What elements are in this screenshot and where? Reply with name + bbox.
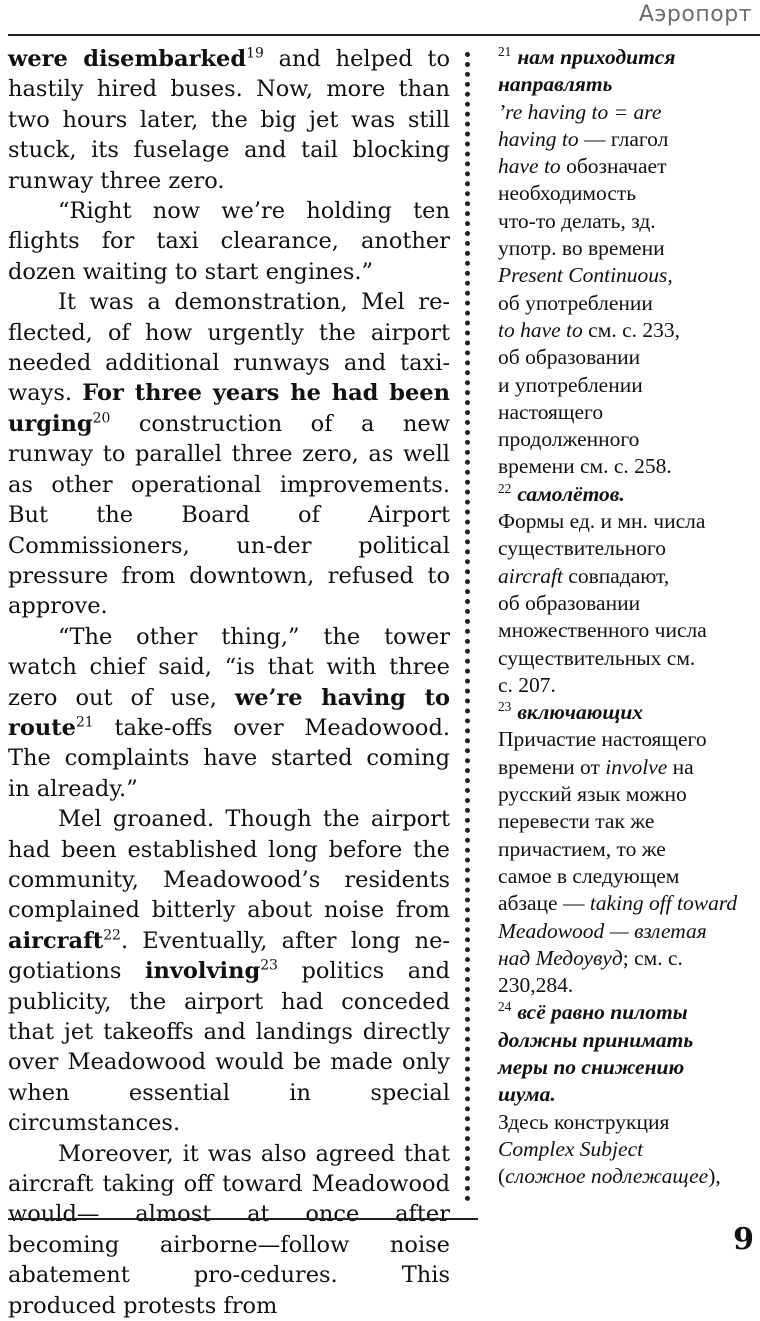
- footnote-line: [498, 262, 756, 289]
- annotated-phrase: aircraft: [8, 927, 104, 954]
- footnote-line: [498, 508, 756, 535]
- footnote-text: (: [498, 1164, 506, 1189]
- text-run: and helped to hastily hired buses. Now, more than two hours later, the big jet was still stuck, its fuselage and tail blocking runway three zero.: [8, 46, 451, 194]
- footnote-line: [498, 453, 756, 480]
- footnote-line: [498, 99, 756, 126]
- footnote-translation: шума.: [498, 1082, 556, 1107]
- footnote-text: обозначает: [560, 154, 667, 179]
- footnote-text: употр. во времени: [498, 236, 665, 261]
- footnote-text: над Медоувуд: [498, 945, 623, 970]
- footnote-text: самое в следующем: [498, 863, 680, 888]
- text-run: Moreover, it was also agreed that aircraft taking off toward Meadowood would— almost at once after becoming airborne—follow noise abatement pro-cedures. This produced protests from: [8, 1140, 450, 1319]
- footnote-line: [498, 972, 756, 999]
- footnote-text: совпадают,: [562, 563, 670, 588]
- footnote-text: Complex Subject: [498, 1136, 644, 1161]
- footnote-line: [498, 71, 756, 98]
- paragraph: [8, 44, 450, 196]
- footnote-text: см. с. 233,: [582, 317, 680, 342]
- footnote-number: 22: [498, 480, 512, 496]
- text-run: Mel groaned. Though the airport had been established long before the community, Meadowood’s residents complained bitterly about noise from: [8, 806, 450, 924]
- footnote-number: 21: [498, 43, 512, 59]
- footnote-translation: самолётов.: [517, 481, 625, 506]
- footnote-text: об употреблении: [498, 290, 653, 315]
- footnote-text: ),: [708, 1164, 721, 1189]
- footnote-line: [498, 863, 756, 890]
- footnote-text: что-то делать, зд.: [498, 208, 656, 233]
- bottom-rule: [8, 1218, 478, 1220]
- footnote-text: абзаце —: [498, 891, 590, 916]
- column-separator-dots: [465, 52, 470, 1202]
- footnote-text: ’re having to = are: [498, 99, 662, 124]
- footnote-line: [498, 754, 756, 781]
- page-number: 9: [733, 1222, 754, 1257]
- footnote-line: [498, 44, 756, 71]
- footnote-number: 24: [498, 999, 512, 1015]
- footnote-line: [498, 617, 756, 644]
- text-run: take-offs over Meadowood. The complaints have started coming in already.”: [8, 714, 450, 802]
- footnote-text: сложное подлежащее: [505, 1164, 709, 1189]
- footnote-line: [498, 672, 756, 699]
- footnote-text: существительного: [498, 536, 667, 561]
- running-header-title: Аэропорт: [638, 2, 752, 27]
- footnote-text: множественного числа: [498, 618, 707, 643]
- paragraph: [8, 622, 450, 804]
- footnote-line: [498, 1081, 756, 1108]
- footnote-text: об образовании: [498, 590, 641, 615]
- footnote-translation: включающих: [517, 700, 644, 725]
- footnote-number: 23: [498, 698, 512, 714]
- paragraph: [8, 804, 450, 1138]
- footnote-text: ; см. с.: [622, 945, 683, 970]
- annotated-phrase: were disembarked: [8, 46, 247, 72]
- footnote-line: [498, 153, 756, 180]
- footnote-text: с. 207.: [498, 672, 556, 697]
- footnote-translation: всё равно пилоты: [517, 1000, 688, 1025]
- footnote-line: [498, 1163, 756, 1190]
- footnote-line: [498, 290, 756, 317]
- footnote-line: [498, 1109, 756, 1136]
- footnote-line: [498, 1054, 756, 1081]
- footnote-marker: 21: [75, 714, 94, 731]
- footnote-line: [498, 426, 756, 453]
- footnote-line: [498, 1027, 756, 1054]
- footnote-marker: 19: [246, 45, 264, 62]
- footnote-line: [498, 945, 756, 972]
- footnote-text: об образовании: [498, 345, 641, 370]
- annotated-phrase: we’re having to route: [8, 684, 450, 741]
- main-text-column: [8, 44, 450, 1321]
- footnote-line: [498, 372, 756, 399]
- footnote-text: существительных см.: [498, 645, 696, 670]
- footnote-text: перевести так же: [498, 809, 655, 834]
- footnote-line: [498, 317, 756, 344]
- footnote-text: Формы ед. и мн. числа: [498, 509, 706, 534]
- footnote-line: [498, 726, 756, 753]
- footnote-marker: 23: [260, 957, 278, 974]
- footnote-line: [498, 126, 756, 153]
- text-run: It was a demonstration, Mel re-flected, of how urgently the airport needed additional runways and taxi-ways.: [8, 289, 450, 407]
- text-run: “The other thing,” the tower watch chief said, “is that with three zero out of use,: [8, 623, 450, 711]
- footnote-text: необходимость: [498, 181, 637, 206]
- footnote-line: [498, 590, 756, 617]
- footnote-line: [498, 208, 756, 235]
- footnote-text: Present Continuous,: [498, 263, 673, 288]
- footnote-text: причастием, то же: [498, 836, 666, 861]
- footnote-line: [498, 535, 756, 562]
- footnote-translation: направлять: [498, 72, 613, 97]
- footnote-text: involve: [605, 754, 668, 779]
- text-run: . Eventually, after long ne-gotiations: [8, 927, 450, 985]
- footnote-line: [498, 918, 756, 945]
- footnote-text: having to: [498, 126, 579, 151]
- footnote-marker: 22: [103, 927, 121, 944]
- footnote-text: на: [667, 754, 694, 779]
- footnote-marker: 20: [92, 410, 111, 427]
- text-run: politics and publicity, the airport had conceded that jet takeoffs and landings directly over Meadowood would be made only when essential in special circumstances.: [8, 958, 450, 1137]
- footnote-translation: меры по снижению: [498, 1054, 685, 1079]
- annotated-phrase: For three years he had been urging: [8, 380, 450, 437]
- footnote-translation: должны принимать: [498, 1027, 694, 1052]
- footnote-text: продолженного: [498, 427, 640, 452]
- header-rule: [8, 34, 760, 36]
- footnote-text: 230,284.: [498, 973, 574, 998]
- paragraph: [8, 1139, 450, 1321]
- footnote-line: [498, 890, 756, 917]
- footnote-line: [498, 235, 756, 262]
- footnote-line: [498, 344, 756, 371]
- footnote-line: [498, 645, 756, 672]
- footnote-text: Здесь конструкция: [498, 1109, 670, 1134]
- footnote-line: [498, 808, 756, 835]
- footnote-line: [498, 180, 756, 207]
- text-run: construction of a new runway to parallel three zero, as well as other operational improvements. But the Board of Airport Commissioners, un-der political pressure from downtown, refused to approve.: [8, 410, 450, 620]
- footnote-text: Причастие настоящего: [498, 727, 707, 752]
- footnote-text: taking off toward: [589, 891, 738, 916]
- footnote-text: и употреблении: [498, 372, 643, 397]
- text-run: “Right now we’re holding ten flights for taxi clearance, another dozen waiting to start engines.”: [8, 198, 450, 285]
- footnote-line: [498, 836, 756, 863]
- footnote-text: русский язык можно: [498, 782, 687, 807]
- footnote-line: [498, 481, 756, 508]
- footnote-line: [498, 1136, 756, 1163]
- footnote-text: настоящего: [498, 399, 604, 424]
- annotated-phrase: involving: [144, 958, 261, 985]
- paragraph: [8, 287, 450, 621]
- footnote-line: [498, 699, 756, 726]
- footnote-text: времени см. с. 258.: [498, 454, 672, 479]
- footnote-translation: нам приходится: [517, 45, 676, 69]
- footnote-line: [498, 563, 756, 590]
- footnote-line: [498, 999, 756, 1026]
- footnote-text: — глагол: [578, 126, 669, 151]
- footnote-line: [498, 781, 756, 808]
- paragraph: [8, 196, 450, 287]
- footnote-text: have to: [498, 154, 561, 179]
- footnotes-column: [498, 44, 756, 1190]
- footnote-line: [498, 399, 756, 426]
- footnote-text: to have to: [498, 317, 583, 342]
- footnote-text: Meadowood — взлетая: [498, 918, 707, 943]
- footnote-text: aircraft: [498, 563, 563, 588]
- footnote-text: времени от: [498, 754, 606, 779]
